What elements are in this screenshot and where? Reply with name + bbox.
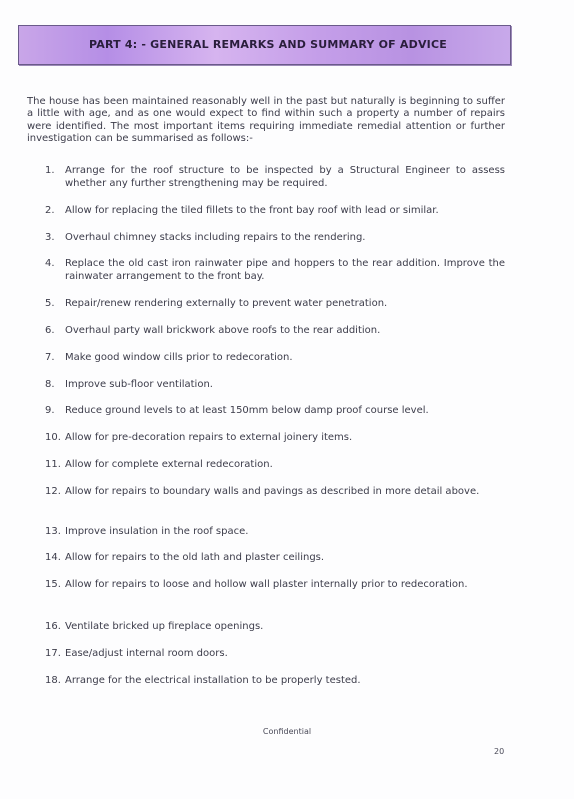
item-number: 10. xyxy=(45,432,61,443)
list-item xyxy=(45,579,505,592)
section-header-banner xyxy=(18,25,511,65)
item-text: Improve insulation in the roof space. xyxy=(65,526,249,537)
footer-confidential: Confidential xyxy=(262,727,312,736)
list-item xyxy=(45,379,505,392)
item-text: Allow for complete external redecoration. xyxy=(65,459,273,470)
item-text: Allow for replacing the tiled fillets to the front bay roof with lead or similar. xyxy=(65,205,439,216)
item-number: 15. xyxy=(45,579,61,590)
list-item xyxy=(45,405,505,418)
list-item xyxy=(45,232,505,245)
item-number: 9. xyxy=(45,405,55,416)
item-number: 13. xyxy=(45,526,61,537)
item-text: Allow for repairs to the old lath and plaster ceilings. xyxy=(65,552,325,563)
item-text: Allow for repairs to boundary walls and pavings as described in more detail above. xyxy=(65,486,480,497)
item-number: 4. xyxy=(45,258,55,269)
item-number: 11. xyxy=(45,459,61,470)
list-item xyxy=(45,526,505,539)
list-item xyxy=(45,352,505,365)
item-number: 5. xyxy=(45,298,55,309)
page-number: 20 xyxy=(494,747,505,756)
list-item xyxy=(45,258,505,283)
item-text: Overhaul party wall brickwork above roofs to the rear addition. xyxy=(65,325,381,336)
item-text: Make good window cills prior to redecoration. xyxy=(65,352,293,363)
list-item xyxy=(45,298,505,311)
item-number: 16. xyxy=(45,621,61,632)
list-item xyxy=(45,205,505,218)
item-number: 17. xyxy=(45,648,61,659)
item-number: 18. xyxy=(45,675,61,686)
list-item xyxy=(45,552,505,565)
list-item xyxy=(45,459,505,472)
item-number: 8. xyxy=(45,379,55,390)
intro-paragraph: The house has been maintained reasonably well in the past but naturally is beginning to suffer a little with age, and as one would expect to find within such a property a number of repairs were identified. The most important items requiring immediate remedial attention or further investigation can be summarised as follows:- xyxy=(27,96,505,144)
item-text: Overhaul chimney stacks including repairs to the rendering. xyxy=(65,232,366,243)
list-item xyxy=(45,648,505,661)
section-title: PART 4: - GENERAL REMARKS AND SUMMARY OF ADVICE xyxy=(89,38,447,51)
item-text: Reduce ground levels to at least 150mm below damp proof course level. xyxy=(65,405,429,416)
item-text: Allow for repairs to loose and hollow wall plaster internally prior to redecoration. xyxy=(65,579,468,590)
list-item xyxy=(45,621,505,634)
item-text: Improve sub-floor ventilation. xyxy=(65,379,213,390)
list-item xyxy=(45,165,505,190)
item-number: 1. xyxy=(45,165,55,176)
item-text: Ventilate bricked up fireplace openings. xyxy=(65,621,264,632)
item-text: Repair/renew rendering externally to prevent water penetration. xyxy=(65,298,388,309)
list-item xyxy=(45,675,505,688)
item-text: Arrange for the roof structure to be inspected by a Structural Engineer to assess whether any further strengthening may be required. xyxy=(65,165,505,189)
list-item xyxy=(45,325,505,338)
item-text: Arrange for the electrical installation to be properly tested. xyxy=(65,675,361,686)
item-text: Allow for pre-decoration repairs to external joinery items. xyxy=(65,432,353,443)
item-number: 12. xyxy=(45,486,61,497)
item-text: Ease/adjust internal room doors. xyxy=(65,648,228,659)
item-number: 7. xyxy=(45,352,55,363)
item-number: 2. xyxy=(45,205,55,216)
list-item xyxy=(45,486,505,499)
list-item xyxy=(45,432,505,445)
item-number: 3. xyxy=(45,232,55,243)
item-number: 6. xyxy=(45,325,55,336)
item-number: 14. xyxy=(45,552,61,563)
item-text: Replace the old cast iron rainwater pipe and hoppers to the rear addition. Improve the rainwater arrangement to the front bay. xyxy=(65,258,505,282)
